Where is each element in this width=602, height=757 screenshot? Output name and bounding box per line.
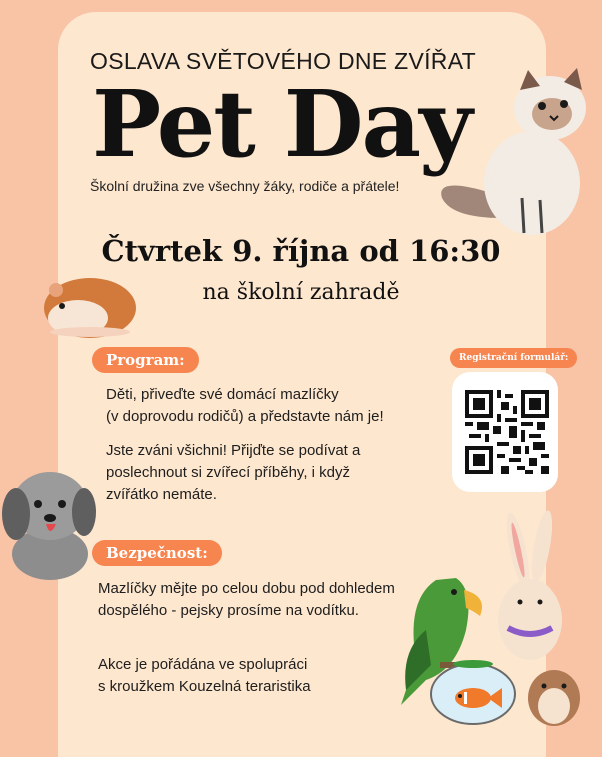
safety-text-4: s kroužkem Kouzelná teraristika [98,678,311,695]
event-title: Pet Day [92,70,471,178]
registration-label: Registrační formulář: [450,348,577,368]
event-venue: na školní zahradě [202,280,400,305]
small-hamster-icon [524,656,584,728]
hamster-icon [40,268,140,340]
cat-icon [432,68,602,238]
safety-text-3: Akce je pořádána ve spolupráci [98,656,308,673]
program-label: Program: [92,347,199,373]
fishbowl-icon [428,654,518,726]
program-text-1: Děti, přiveďte své domácí mazlíčky [106,386,339,403]
event-tagline: Školní družina zve všechny žáky, rodiče a přátele! [90,178,400,194]
program-text-3: Jste zváni všichni! Přijďte se podívat a [106,442,361,459]
safety-text-1: Mazlíčky mějte po celou dobu pod dohledem [98,580,395,597]
program-text-4: poslechnout si zvířecí příběhy, i když [106,464,350,481]
safety-label: Bezpečnost: [92,540,222,566]
event-date: Čtvrtek 9. října od 16:30 [101,234,501,268]
event-subtitle: OSLAVA SVĚTOVÉHO DNE ZVÍŘAT [90,48,476,74]
program-text-2: (v doprovodu rodičů) a představte nám je! [106,408,384,425]
program-text-5: zvířátko nemáte. [106,486,217,503]
dog-icon [0,462,96,580]
qr-code-icon[interactable] [465,390,549,474]
safety-text-2: dospělého - pejsky prosíme na vodítku. [98,602,359,619]
